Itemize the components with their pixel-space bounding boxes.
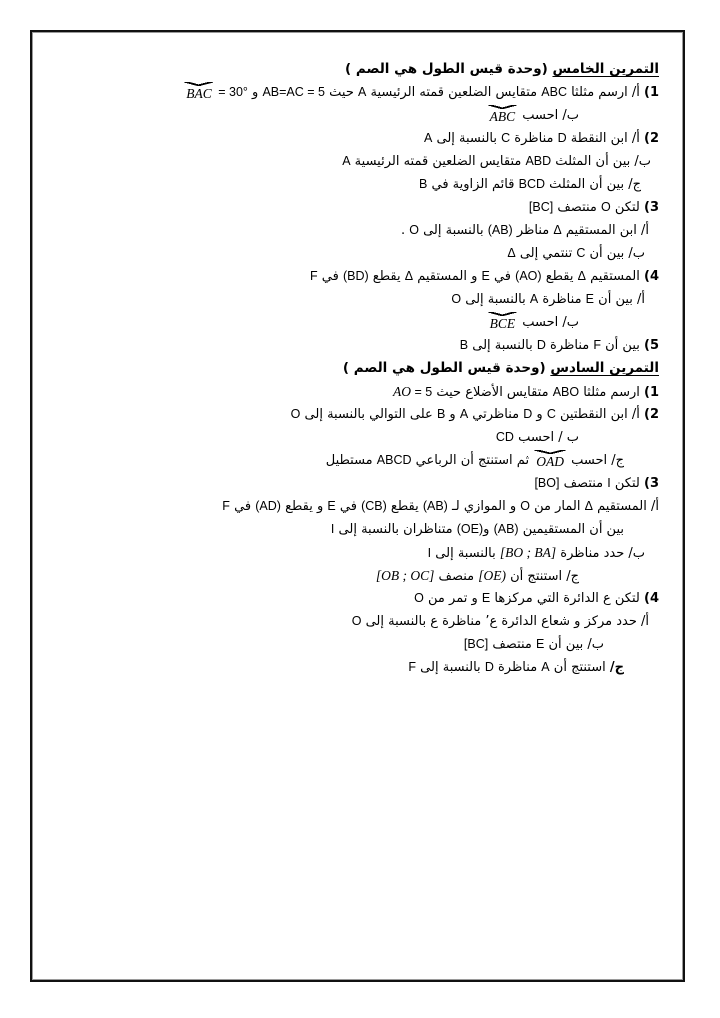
arabic-text: مناظر [512, 223, 554, 238]
arabic-text-bold: 2) [644, 131, 659, 146]
exercise-line [50, 104, 579, 127]
latin-token: CD [495, 430, 514, 444]
arabic-text: ثم استنتج أن الرباعي [411, 453, 534, 468]
angle-hat-token: ABC [487, 105, 519, 125]
math-italic-token: [BO ; BA] [499, 545, 557, 560]
latin-token: E [585, 292, 595, 306]
exercise-line [50, 564, 579, 587]
latin-token: E [327, 499, 336, 513]
exercise-line [50, 219, 649, 242]
arabic-text: أ/ المستقيم [592, 499, 659, 514]
latin-token: I [427, 546, 432, 560]
arabic-text: ج/ استنتج أن [506, 569, 579, 584]
arabic-text: ج/ احسب [566, 453, 624, 468]
arabic-text: ب/ بين أن [585, 246, 645, 261]
latin-token: [BO] [534, 476, 560, 490]
arabic-text: بين أن [601, 338, 644, 353]
latin-token: ABD [525, 154, 552, 168]
latin-token: (AB) [493, 522, 519, 536]
arabic-text: منتصف [553, 200, 602, 215]
arabic-text: قائم الزاوية في [427, 177, 519, 192]
latin-token: F [309, 269, 318, 283]
arabic-text: و [532, 407, 547, 422]
arabic-text-bold: (وحدة قيس الطول هي الصم ) [344, 61, 553, 77]
exercise-line [50, 541, 645, 564]
arabic-text: مناظرة [493, 660, 542, 675]
latin-token: A [529, 292, 539, 306]
arabic-text: ب/ احسب [518, 315, 579, 330]
exercise-line [50, 311, 579, 334]
latin-token: O [451, 292, 462, 306]
exercise-line [50, 265, 659, 288]
arabic-text: في [229, 499, 256, 514]
arabic-text: متقايس الضلعين قمته الرئيسية [366, 85, 542, 100]
latin-token: O [414, 591, 424, 605]
exercise-title [50, 58, 659, 81]
latin-token: = 5 [411, 385, 433, 399]
latin-token: F [408, 660, 417, 674]
page-border-frame [30, 30, 685, 982]
latin-token: Δ [404, 269, 414, 283]
latin-token: E [536, 637, 545, 651]
arabic-text: في [489, 269, 516, 284]
exercise-line [50, 518, 624, 541]
arabic-text: أ/ ابن النقطة [566, 131, 644, 146]
arabic-text: مستطيل [325, 453, 377, 468]
latin-token: D [536, 338, 546, 352]
latin-token: A [358, 85, 367, 99]
arabic-text: في [335, 499, 362, 514]
latin-token: F [222, 499, 230, 513]
arabic-text: بالنسبة إلى [468, 338, 537, 353]
latin-token: Δ [507, 246, 516, 260]
latin-token: [BC] [463, 637, 489, 651]
arabic-text-bold: (وحدة قيس الطول هي الصم ) [342, 360, 551, 376]
latin-token: I [330, 522, 335, 536]
math-expression [183, 85, 248, 100]
arabic-text: ب/ احسب [518, 108, 579, 123]
arabic-text: و الموازي لـ [447, 499, 521, 514]
arabic-text: بالنسبة إلى [461, 292, 530, 307]
latin-token: ABC [541, 85, 567, 99]
arabic-text: يقطع [541, 269, 578, 284]
angle-hat-token: BAC [183, 82, 215, 102]
latin-token: O [601, 200, 611, 214]
arabic-text-bold: 4) [644, 269, 659, 284]
latin-token: C [501, 131, 511, 145]
latin-token: (AB) [487, 223, 513, 237]
latin-token: D [557, 131, 567, 145]
arabic-text: مناظرتي [468, 407, 524, 422]
math-italic-token: AO [393, 384, 412, 399]
latin-token: = 30° [214, 85, 248, 99]
arabic-text: مناظرة [510, 131, 558, 146]
exercise-line [50, 587, 659, 610]
arabic-text: و المستقيم [413, 269, 482, 284]
arabic-text: أ/ حدد مركز و شعاع الدائرة ع’ مناظرة ع بالنسبة إلى [361, 614, 649, 629]
latin-token: D [523, 407, 533, 421]
math-italic-token: [OE) [478, 568, 506, 583]
arabic-text: استنتج أن [549, 660, 610, 675]
exercise-line [50, 288, 645, 311]
arabic-text: منتصف [488, 637, 537, 652]
exercise-line [50, 495, 659, 518]
latin-token: A [424, 131, 433, 145]
latin-token: O [409, 223, 419, 237]
latin-token: A [541, 660, 550, 674]
latin-token: B [436, 407, 446, 421]
arabic-text: مناظرة [545, 338, 594, 353]
exercise-line [50, 173, 641, 196]
arabic-text: منصف [434, 569, 479, 584]
latin-token: (AB) [422, 499, 448, 513]
latin-token: C [546, 407, 556, 421]
exercise-title-text: التمرين السادس [550, 360, 659, 376]
arabic-text: ب/ بين أن المثلث [551, 154, 651, 169]
arabic-text: لتكن [610, 200, 644, 215]
latin-token: [BC] [528, 200, 554, 214]
arabic-text: بالنسبة إلى [432, 131, 502, 146]
latin-token: (BD) [342, 269, 369, 283]
arabic-text-bold: 3) [644, 476, 659, 491]
arabic-text: بالنسبة إلى [416, 660, 485, 675]
exercise-line [50, 150, 651, 173]
latin-token: F [593, 338, 601, 352]
angle-hat-token: OAD [533, 450, 567, 470]
latin-token: E [481, 591, 491, 605]
exercise-line [50, 426, 579, 449]
exercise-line [50, 196, 659, 219]
exercise-line [50, 127, 659, 150]
arabic-text-bold: 1) [644, 385, 659, 400]
arabic-text: متقايس الضلعين قمته الرئيسية [350, 154, 526, 169]
arabic-text: ب/ بين أن [544, 637, 604, 652]
latin-token: E [481, 269, 490, 283]
arabic-text-bold: 3) [644, 200, 659, 215]
latin-token: O [351, 614, 362, 628]
math-italic-token: [OB ; OC] [375, 568, 435, 583]
arabic-text: و تمر من [423, 591, 482, 606]
arabic-text: ارسم مثلثا [579, 385, 644, 400]
arabic-text: بالنسبة إلى [418, 223, 488, 238]
exercise-title-text: التمرين الخامس [552, 61, 659, 77]
arabic-text-bold: 4) [644, 591, 659, 606]
math-expression [393, 385, 432, 400]
arabic-text: أ/ ابن المستقيم [561, 223, 649, 238]
latin-token: A [342, 154, 351, 168]
latin-token: ABO [552, 385, 580, 399]
arabic-text: ب / احسب [513, 430, 579, 445]
arabic-text: متناظران بالنسبة إلى [334, 522, 457, 537]
arabic-text: و يقطع [280, 499, 328, 514]
arabic-text: لتكن ع الدائرة التي مركزها [490, 591, 644, 606]
latin-token: I [607, 476, 611, 490]
latin-token: ABCD [376, 453, 412, 467]
arabic-text: ج/ بين أن المثلث [545, 177, 641, 192]
arabic-text: لتكن [610, 476, 644, 491]
latin-token: O [520, 499, 531, 513]
arabic-text: يقطع [386, 499, 423, 514]
latin-token: (AD) [255, 499, 281, 513]
arabic-text-bold: 5) [644, 338, 659, 353]
exercise-line [50, 449, 624, 472]
arabic-text: يقطع [368, 269, 405, 284]
arabic-text: على التوالي بالنسبة إلى [300, 407, 437, 422]
latin-token: Δ [584, 499, 593, 513]
arabic-text: متقايس الأضلاع حيث [432, 385, 553, 400]
latin-token: (OE) [456, 522, 484, 536]
arabic-text: مناظرة [538, 292, 586, 307]
exercise-line [50, 656, 624, 679]
exercise-line [50, 81, 659, 104]
latin-token: (CB) [361, 499, 387, 513]
exercise-line [50, 380, 659, 403]
latin-token: (AO) [515, 269, 542, 283]
arabic-text: ب/ حدد مناظرة [556, 546, 645, 561]
arabic-text: بالنسبة إلى [431, 546, 500, 561]
arabic-text: و [247, 85, 263, 100]
arabic-text-bold: ج/ [609, 660, 624, 675]
exercise-line [50, 610, 649, 633]
latin-token: C [576, 246, 586, 260]
arabic-text: بين أن المستقيمين [518, 522, 624, 537]
angle-hat-token: BCE [487, 312, 519, 332]
arabic-text: في [317, 269, 343, 284]
arabic-text: المستقيم [585, 269, 644, 284]
arabic-text: أ/ ابن النقطتين [555, 407, 644, 422]
exercise-line [50, 403, 659, 426]
exercise-line [50, 242, 645, 265]
latin-token: BCD [518, 177, 546, 191]
latin-token: B [419, 177, 428, 191]
exercise-line [50, 472, 659, 495]
arabic-text: المار من [530, 499, 585, 514]
latin-token: A [459, 407, 469, 421]
arabic-text: حيث [325, 85, 358, 100]
arabic-text: تنتمي إلى [515, 246, 577, 261]
document-content [32, 32, 683, 679]
arabic-text: و [483, 522, 494, 537]
arabic-text: . [400, 223, 410, 238]
exercise-line [50, 334, 659, 357]
arabic-text-bold: 2) [644, 407, 659, 422]
latin-token: D [484, 660, 494, 674]
latin-token: Δ [553, 223, 562, 237]
latin-token: B [459, 338, 469, 352]
arabic-text: أ/ ارسم مثلثا [566, 85, 644, 100]
latin-token: Δ [577, 269, 586, 283]
arabic-text: أ/ بين أن [594, 292, 645, 307]
latin-token: AB=AC = 5 [262, 85, 325, 99]
exercise-title [50, 357, 659, 380]
arabic-text-bold: 1) [644, 85, 659, 100]
arabic-text: و [445, 407, 460, 422]
exercise-line [50, 633, 604, 656]
arabic-text: منتصف [559, 476, 608, 491]
latin-token: O [290, 407, 301, 421]
